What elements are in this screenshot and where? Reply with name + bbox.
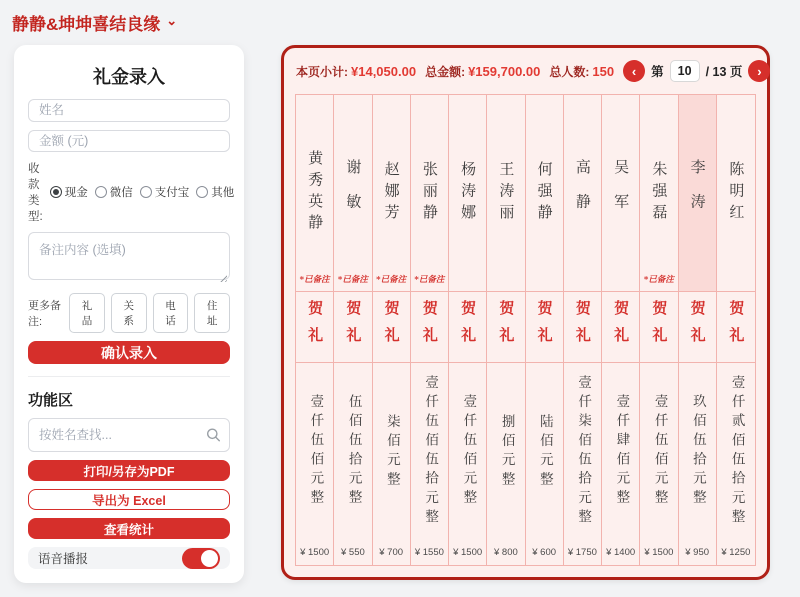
amount-cell — [373, 363, 410, 565]
search-input[interactable] — [28, 418, 230, 452]
entry-name-cell — [640, 95, 677, 291]
confirm-entry-button[interactable]: 确认录入 — [28, 341, 230, 364]
guest-name: 吴军 — [612, 158, 631, 228]
amount-value: ¥ 1400 — [606, 547, 636, 558]
radio-icon — [140, 186, 152, 198]
gift-label: 贺礼 — [573, 300, 592, 354]
gift-cell — [717, 291, 755, 363]
grand-total — [425, 63, 540, 80]
event-title-dropdown[interactable] — [12, 10, 177, 35]
print-pdf-button[interactable]: 打印/另存为PDF — [28, 460, 230, 481]
entry-name-cell — [679, 95, 716, 291]
grand-total-label: 总金额: — [425, 64, 466, 79]
amount-value: ¥ 1750 — [567, 547, 597, 558]
radio-selected-icon — [50, 186, 62, 198]
amount-chinese-text: 柒佰元整 — [383, 413, 400, 491]
guest-name: 杨涛娜 — [459, 161, 478, 225]
remark-tag-relation[interactable]: 关系 — [111, 293, 147, 333]
page-number-input[interactable] — [670, 60, 700, 82]
amount-cell — [334, 363, 371, 565]
gift-label: 贺礼 — [459, 300, 478, 354]
gift-cell — [602, 291, 639, 363]
sidebar-title: 礼金录入 — [93, 67, 165, 87]
guest-name: 王涛丽 — [497, 161, 516, 225]
entry-column[interactable] — [449, 95, 487, 565]
guest-name: 张丽静 — [420, 161, 439, 225]
page-subtotal-value: ¥14,050.00 — [351, 63, 417, 79]
guest-name: 赵娜芳 — [382, 161, 401, 225]
amount-value: ¥ 950 — [685, 547, 710, 558]
payment-option-cash[interactable] — [50, 184, 88, 200]
page-subtotal — [296, 63, 416, 80]
amount-cell — [449, 363, 486, 565]
entry-column[interactable] — [602, 95, 640, 565]
noted-badge: *已备注 — [414, 275, 445, 285]
payment-option-label: 其他 — [211, 187, 235, 200]
remark-tag-address[interactable]: 住址 — [194, 293, 230, 333]
gift-cell — [487, 291, 524, 363]
amount-chinese-text: 玖佰伍拾元整 — [689, 394, 706, 510]
ledger-header — [284, 48, 767, 90]
entry-name-cell — [449, 95, 486, 291]
gift-label: 贺礼 — [612, 300, 631, 354]
payment-option-alipay[interactable] — [140, 184, 190, 200]
amount-value: ¥ 700 — [379, 547, 404, 558]
gift-label: 贺礼 — [497, 300, 516, 354]
export-excel-button[interactable]: 导出为 Excel — [28, 489, 230, 510]
guest-count-value: 150 — [592, 63, 615, 79]
guest-name: 何强静 — [535, 161, 554, 225]
entry-name-cell — [717, 95, 755, 291]
amount-chinese-text: 壹仟柒佰伍拾元整 — [575, 375, 592, 529]
gift-label: 贺礼 — [344, 300, 363, 354]
noted-badge: *已备注 — [337, 275, 368, 285]
gift-cell — [411, 291, 448, 363]
amount-chinese-text: 壹仟伍佰元整 — [460, 394, 477, 510]
entry-column[interactable] — [373, 95, 411, 565]
guest-name: 高静 — [573, 158, 592, 228]
entry-name-cell — [373, 95, 410, 291]
prev-page-button[interactable]: ‹ — [623, 60, 645, 82]
noted-badge: *已备注 — [376, 275, 407, 285]
entry-column[interactable] — [717, 95, 755, 565]
more-remarks-label: 更多备注: — [28, 300, 61, 329]
guest-count-label: 总人数: — [549, 64, 590, 79]
payment-type-label: 收款类型: — [28, 163, 43, 224]
amount-value: ¥ 1500 — [300, 547, 330, 558]
amount-cell — [679, 363, 716, 565]
entry-column[interactable] — [487, 95, 525, 565]
amount-chinese-text: 伍佰伍拾元整 — [345, 394, 362, 510]
gift-label: 贺礼 — [382, 300, 401, 354]
event-title: 静静&坤坤喜结良缘 — [12, 15, 161, 34]
payment-option-label: 支付宝 — [154, 187, 190, 200]
payment-option-wechat[interactable] — [95, 184, 133, 200]
remark-textarea[interactable] — [28, 232, 230, 280]
amount-chinese-text: 壹仟伍佰元整 — [307, 394, 324, 510]
gift-label: 贺礼 — [535, 300, 554, 354]
gift-cell — [679, 291, 716, 363]
more-remarks-row — [28, 293, 230, 333]
amount-chinese-text: 壹仟贰佰伍拾元整 — [728, 375, 745, 529]
amount-chinese-text: 壹仟伍佰伍拾元整 — [422, 375, 439, 529]
voice-toggle[interactable] — [182, 548, 220, 569]
voice-broadcast-label: 语音播报 — [38, 552, 89, 566]
amount-value: ¥ 1500 — [644, 547, 674, 558]
pagination — [623, 60, 770, 82]
toggle-knob — [201, 550, 218, 567]
entry-name-cell — [487, 95, 524, 291]
payment-option-label: 微信 — [109, 187, 133, 200]
amount-cell — [640, 363, 677, 565]
gift-cell — [373, 291, 410, 363]
amount-chinese-text: 捌佰元整 — [498, 413, 515, 491]
entry-name-cell — [526, 95, 563, 291]
entry-column[interactable] — [411, 95, 449, 565]
guest-name: 黄秀英静 — [306, 150, 325, 236]
search-icon — [206, 428, 221, 443]
amount-value: ¥ 1550 — [414, 547, 444, 558]
guest-name: 陈明红 — [727, 161, 746, 225]
sidebar-divider — [28, 376, 230, 377]
radio-icon — [95, 186, 107, 198]
amount-cell — [296, 363, 333, 565]
page-total-label: / 13 页 — [705, 65, 743, 79]
gift-label: 贺礼 — [306, 300, 325, 354]
entry-name-cell — [296, 95, 333, 291]
gift-label: 贺礼 — [420, 300, 439, 354]
entry-column[interactable] — [564, 95, 602, 565]
amount-input[interactable] — [28, 130, 230, 153]
entry-sidebar — [14, 45, 244, 583]
amount-value: ¥ 1250 — [721, 547, 751, 558]
amount-value: ¥ 600 — [532, 547, 557, 558]
amount-cell — [717, 363, 755, 565]
payment-option-other[interactable] — [196, 184, 234, 200]
entry-column[interactable] — [640, 95, 678, 565]
amount-value: ¥ 800 — [493, 547, 518, 558]
amount-chinese-text: 陆佰元整 — [536, 413, 553, 491]
amount-cell — [602, 363, 639, 565]
payment-type-group — [28, 160, 235, 224]
guest-name: 朱强磊 — [650, 161, 669, 225]
amount-cell — [411, 363, 448, 565]
amount-value: ¥ 550 — [340, 547, 365, 558]
remark-tag-phone[interactable]: 电话 — [153, 293, 189, 333]
entry-column[interactable] — [526, 95, 564, 565]
entry-name-cell — [334, 95, 371, 291]
entry-column[interactable] — [296, 95, 334, 565]
gift-cell — [296, 291, 333, 363]
payment-option-label: 现金 — [64, 187, 88, 200]
noted-badge: *已备注 — [643, 275, 674, 285]
noted-badge: *已备注 — [299, 275, 330, 285]
amount-cell — [526, 363, 563, 565]
gift-cell — [449, 291, 486, 363]
tools-section-title: 功能区 — [28, 392, 74, 410]
remark-tag-gift[interactable]: 礼品 — [69, 293, 105, 333]
amount-cell — [487, 363, 524, 565]
amount-cell — [564, 363, 601, 565]
next-page-button[interactable]: › — [748, 60, 770, 82]
gift-label: 贺礼 — [688, 300, 707, 354]
name-input[interactable] — [28, 99, 230, 122]
radio-icon — [196, 186, 208, 198]
grand-total-value: ¥159,700.00 — [468, 63, 541, 79]
guest-name: 谢敏 — [344, 158, 363, 228]
gift-cell — [564, 291, 601, 363]
amount-value: ¥ 1500 — [453, 547, 483, 558]
gift-table — [295, 94, 756, 566]
guest-count — [549, 63, 614, 80]
entry-name-cell — [602, 95, 639, 291]
guest-name: 李涛 — [688, 158, 707, 228]
gift-label: 贺礼 — [650, 300, 669, 354]
view-stats-button[interactable]: 查看统计 — [28, 518, 230, 539]
entry-column[interactable] — [679, 95, 717, 565]
page-subtotal-label: 本页小计: — [296, 64, 348, 79]
gift-cell — [640, 291, 677, 363]
entry-column[interactable] — [334, 95, 372, 565]
voice-broadcast-row — [28, 547, 230, 569]
gift-cell — [526, 291, 563, 363]
entry-name-cell — [564, 95, 601, 291]
amount-chinese-text: 壹仟伍佰元整 — [651, 394, 668, 510]
gift-label: 贺礼 — [727, 300, 746, 354]
page-prefix-label: 第 — [651, 65, 664, 79]
entry-name-cell — [411, 95, 448, 291]
gift-cell — [334, 291, 371, 363]
chevron-down-icon: ⌄ — [166, 12, 178, 28]
amount-chinese-text: 壹仟肆佰元整 — [613, 394, 630, 510]
ledger-panel — [281, 45, 770, 580]
